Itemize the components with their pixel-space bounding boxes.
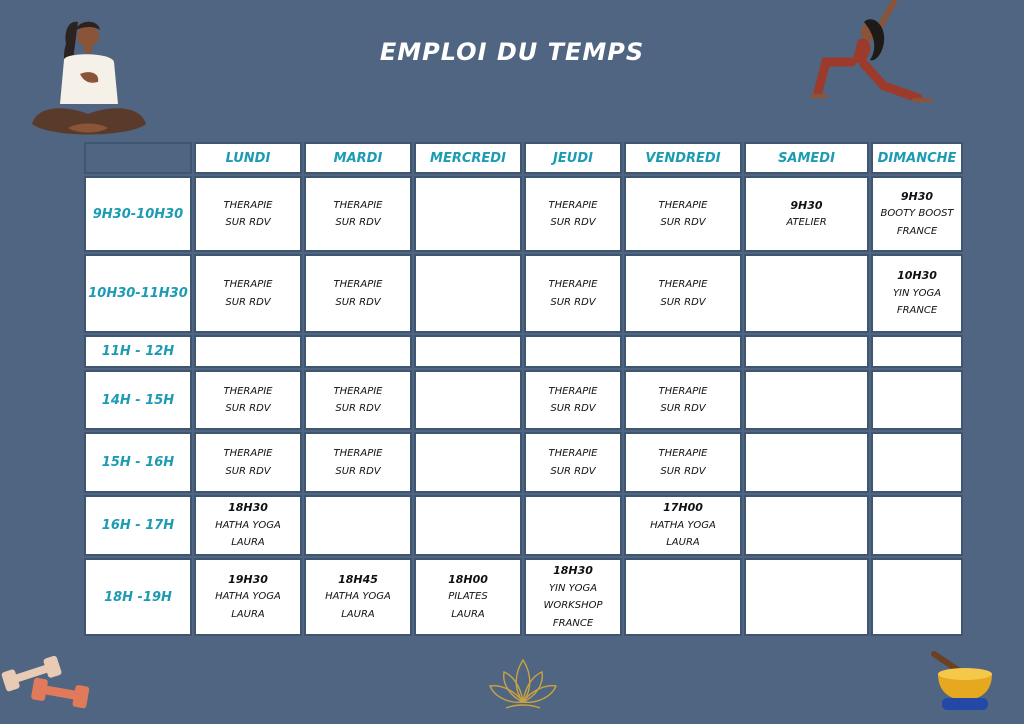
time-slot-cell [84, 335, 192, 368]
session-text: SUR RDV [660, 217, 706, 228]
schedule-cell [744, 370, 869, 430]
schedule-cell [624, 370, 742, 430]
session-time: 10H30 [897, 269, 937, 283]
session-text: SUR RDV [335, 403, 381, 414]
schedule-cell [871, 335, 963, 368]
session-text: THERAPIE [333, 448, 383, 459]
session-text: HATHA YOGA [650, 519, 716, 531]
session-text: SUR RDV [335, 465, 381, 477]
schedule-cell [524, 176, 622, 252]
dumbbells-icon [0, 650, 96, 714]
schedule-cell [414, 254, 522, 333]
session-text: THERAPIE [658, 448, 708, 459]
time-slot-cell [84, 558, 192, 636]
schedule-cell [871, 495, 963, 556]
session-text: SUR RDV [225, 217, 271, 228]
time-slot-label: 18H -19H [104, 589, 172, 605]
corner-cell [84, 142, 192, 174]
session-text: SUR RDV [225, 465, 271, 477]
schedule-cell [304, 254, 412, 333]
session-text: SUR RDV [660, 296, 706, 308]
session-text: YIN YOGA [548, 582, 598, 594]
time-slot-label: 14H - 15H [101, 392, 175, 408]
day-header-vendredi [624, 142, 742, 174]
schedule-cell [414, 176, 522, 252]
session-text: YIN YOGA [892, 287, 942, 299]
session-text: LAURA [231, 537, 265, 549]
session-text: SUR RDV [550, 217, 596, 228]
session-text: THERAPIE [333, 279, 383, 290]
time-slot-label: 15H - 16H [101, 455, 175, 470]
day-header-jeudi [524, 142, 622, 174]
schedule-cell [194, 335, 302, 368]
schedule-cell [624, 254, 742, 333]
day-label: VENDREDI [645, 150, 721, 166]
schedule-cell [414, 335, 522, 368]
schedule-cell [624, 176, 742, 252]
session-text: SUR RDV [335, 296, 381, 308]
schedule-cell [194, 558, 302, 636]
day-label: JEUDI [553, 150, 593, 166]
session-time: 9H30 [790, 198, 823, 212]
schedule-cell [194, 254, 302, 333]
session-text: THERAPIE [223, 385, 273, 397]
schedule-cell [524, 335, 622, 368]
time-slot-label: 9H30-10H30 [92, 206, 184, 222]
schedule-cell [624, 558, 742, 636]
schedule-cell [744, 432, 869, 493]
session-text: PILATES [448, 591, 488, 603]
session-text: LAURA [231, 608, 265, 620]
session-text: THERAPIE [223, 199, 273, 211]
session-text: SUR RDV [660, 465, 706, 477]
schedule-cell [304, 558, 412, 636]
session-text: SUR RDV [225, 296, 271, 308]
session-text: THERAPIE [548, 279, 598, 290]
time-slot-cell [84, 176, 192, 252]
meditating-woman-icon [28, 12, 150, 142]
schedule-cell [524, 370, 622, 430]
schedule-cell [414, 432, 522, 493]
schedule-cell [414, 370, 522, 430]
schedule-cell [304, 335, 412, 368]
schedule-cell [414, 558, 522, 636]
schedule-cell [744, 495, 869, 556]
schedule-cell [304, 495, 412, 556]
session-time: 17H00 [663, 501, 703, 515]
schedule-cell [744, 254, 869, 333]
schedule-cell [744, 176, 869, 252]
schedule-cell [194, 495, 302, 556]
session-text: LAURA [341, 608, 375, 620]
schedule-cell [304, 432, 412, 493]
session-time: 18H30 [228, 501, 268, 515]
page-title: EMPLOI DU TEMPS [379, 38, 645, 66]
session-text: SUR RDV [550, 465, 596, 477]
session-text: LAURA [666, 537, 700, 549]
session-text: HATHA YOGA [215, 519, 281, 531]
session-time: 18H30 [553, 564, 593, 577]
schedule-cell [871, 370, 963, 430]
time-slot-label: 11H - 12H [101, 344, 175, 359]
session-text: THERAPIE [223, 279, 273, 290]
day-header-mercredi [414, 142, 522, 174]
schedule-cell [194, 176, 302, 252]
session-text: THERAPIE [333, 199, 383, 211]
session-text: THERAPIE [223, 448, 273, 459]
session-text: SUR RDV [550, 403, 596, 414]
session-text: SUR RDV [660, 403, 706, 414]
day-header-lundi [194, 142, 302, 174]
time-slot-cell [84, 432, 192, 493]
schedule-cell [871, 254, 963, 333]
schedule-cell [194, 370, 302, 430]
schedule-cell [524, 432, 622, 493]
schedule-cell [624, 335, 742, 368]
session-text: THERAPIE [658, 385, 708, 397]
time-slot-cell [84, 495, 192, 556]
schedule-cell [871, 176, 963, 252]
session-text: WORKSHOP [543, 600, 603, 611]
schedule-cell [624, 495, 742, 556]
day-label: MERCREDI [430, 150, 506, 166]
day-label: SAMEDI [778, 150, 835, 166]
session-text: SUR RDV [225, 403, 271, 414]
session-text: SUR RDV [335, 217, 381, 228]
session-text: THERAPIE [658, 199, 708, 211]
schedule-cell [304, 176, 412, 252]
schedule-cell [744, 558, 869, 636]
time-slot-label: 16H - 17H [101, 518, 175, 533]
session-time: 9H30 [900, 189, 934, 203]
session-text: THERAPIE [333, 385, 383, 397]
day-header-dimanche [871, 142, 963, 174]
session-time: 18H00 [448, 572, 488, 586]
timetable [84, 142, 965, 638]
session-text: FRANCE [552, 617, 594, 629]
session-text: HATHA YOGA [215, 591, 281, 603]
day-header-mardi [304, 142, 412, 174]
schedule-cell [744, 335, 869, 368]
lotus-icon [486, 652, 560, 714]
yoga-pose-woman-icon [808, 0, 934, 108]
schedule-cell [624, 432, 742, 493]
session-time: 18H45 [338, 572, 378, 586]
schedule-cell [524, 254, 622, 333]
schedule-cell [524, 495, 622, 556]
schedule-cell [304, 370, 412, 430]
session-text: ATELIER [786, 217, 827, 228]
session-text: SUR RDV [550, 296, 596, 308]
session-text: THERAPIE [658, 279, 708, 290]
day-label: MARDI [333, 150, 383, 166]
session-text: THERAPIE [548, 385, 598, 397]
session-text: THERAPIE [548, 199, 598, 211]
session-text: FRANCE [896, 225, 938, 237]
session-time: 19H30 [228, 572, 268, 586]
schedule-cell [871, 432, 963, 493]
schedule-cell [414, 495, 522, 556]
session-text: HATHA YOGA [325, 591, 391, 603]
schedule-cell [871, 558, 963, 636]
time-slot-cell [84, 370, 192, 430]
schedule-cell [524, 558, 622, 636]
session-text: LAURA [451, 608, 485, 620]
schedule-cell [194, 432, 302, 493]
time-slot-cell [84, 254, 192, 333]
session-text: BOOTY BOOST [880, 208, 954, 220]
singing-bowl-icon [930, 648, 1000, 714]
day-label: DIMANCHE [877, 150, 957, 166]
day-label: LUNDI [225, 150, 271, 166]
session-text: THERAPIE [548, 448, 598, 459]
session-text: FRANCE [896, 305, 938, 317]
day-header-samedi [744, 142, 869, 174]
time-slot-label: 10H30-11H30 [88, 286, 188, 301]
